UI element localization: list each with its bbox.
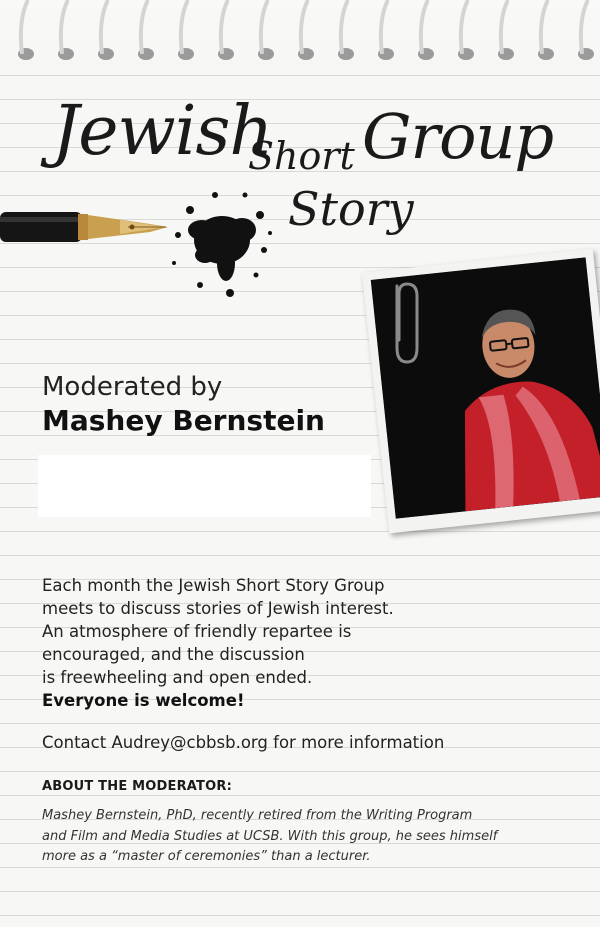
title-word-group: Group [362, 100, 554, 173]
ink-splash-icon [160, 175, 280, 305]
paperclip-icon [385, 278, 425, 368]
binding-ring [581, 0, 588, 54]
binding-ring [381, 0, 388, 54]
about-line: more as a “master of ceremonies” than a lecturer. [42, 849, 371, 864]
binding-ring [61, 0, 68, 54]
binding-ring [21, 0, 28, 54]
description-line: Each month the Jewish Short Story Group [42, 576, 385, 595]
binding-ring [101, 0, 108, 54]
binding-ring [301, 0, 308, 54]
title-word-story: Story [288, 182, 414, 236]
binding-ring [221, 0, 228, 54]
description-line: encouraged, and the discussion [42, 645, 305, 664]
about-text [42, 806, 582, 868]
about-heading: ABOUT THE MODERATOR: [42, 779, 232, 794]
binding-ring [461, 0, 468, 54]
blank-info-box [38, 455, 371, 517]
title-word-short: Short [248, 134, 355, 178]
about-line: Mashey Bernstein, PhD, recently retired from the Writing Program [42, 808, 473, 823]
spiral-binding-icon [0, 0, 600, 70]
binding-ring [141, 0, 148, 54]
binding-ring [261, 0, 268, 54]
description-block [42, 574, 542, 712]
description-line: An atmosphere of friendly repartee is [42, 622, 352, 641]
welcome-text: Everyone is welcome! [42, 691, 245, 710]
binding-ring [501, 0, 508, 54]
title-word-jewish: Jewish [52, 92, 273, 171]
binding-ring [541, 0, 548, 54]
binding-ring [181, 0, 188, 54]
binding-ring [341, 0, 348, 54]
about-line: and Film and Media Studies at UCSB. With this group, he sees himself [42, 828, 498, 844]
contact-line: Contact Audrey@cbbsb.org for more information [42, 733, 445, 752]
moderated-by-label: Moderated by [42, 372, 223, 402]
description-line: is freewheeling and open ended. [42, 668, 313, 687]
binding-ring [421, 0, 428, 54]
moderator-name: Mashey Bernstein [42, 404, 325, 437]
description-line: meets to discuss stories of Jewish interest. [42, 599, 394, 618]
